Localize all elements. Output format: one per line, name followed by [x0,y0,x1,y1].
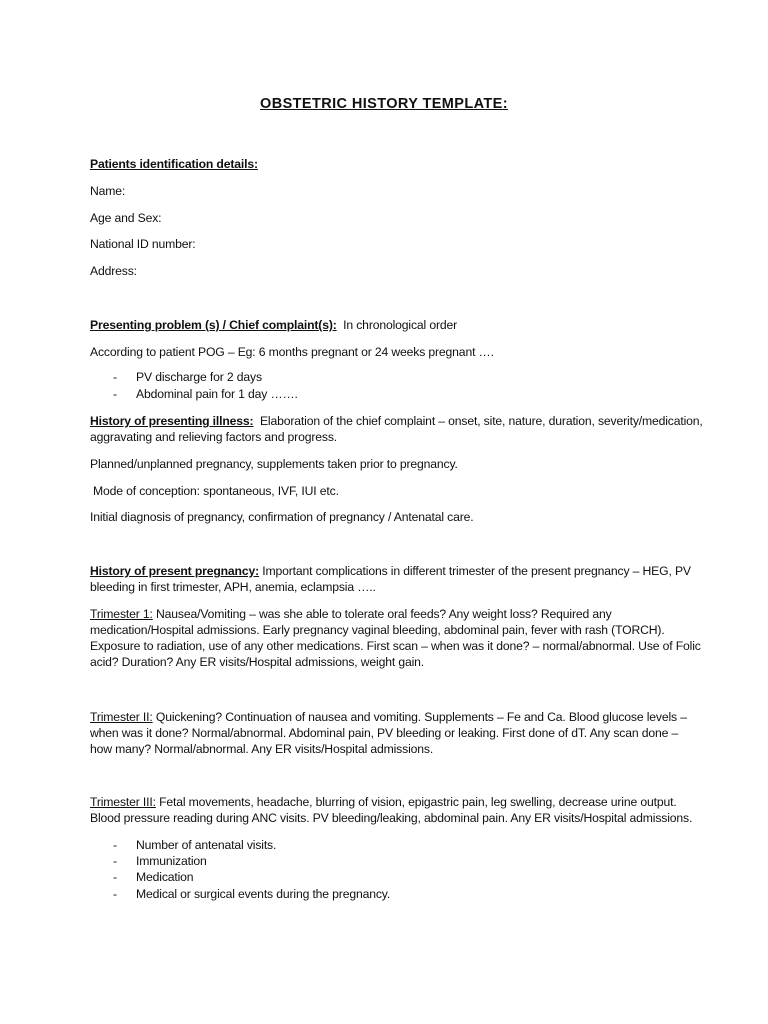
trimester3-text-1: Fetal movements, headache, blurring of vision, epigastric pain, leg swelling, decrease urine output. [159,795,677,809]
conception-line: Mode of conception: spontaneous, IVF, IUI etc. [93,484,339,498]
list-item: Medical or surgical events during the pregnancy. [136,887,391,901]
trimester1-text-2: medication/Hospital admissions. Early pregnancy vaginal bleeding, abdominal pain, fever with rash (TORCH). [90,623,665,637]
hpi-text-2: aggravating and relieving factors and progress. [90,430,338,444]
trimester2-text-1: Quickening? Continuation of nausea and vomiting. Supplements – Fe and Ca. Blood glucose levels – [155,710,687,724]
list-item: Abdominal pain for 1 day ……. [136,387,298,401]
diagnosis-line: Initial diagnosis of pregnancy, confirmation of pregnancy / Antenatal care. [90,510,474,524]
trimester2-text-3: how many? Normal/abnormal. Any ER visits/Hospital admissions. [90,742,434,756]
pregnancy-text-2: bleeding in first trimester, APH, anemia, eclampsia ….. [90,580,376,594]
trimester1-text-4: acid? Duration? Any ER visits/Hospital admissions, weight gain. [90,655,424,669]
bullet-dash: - [113,370,117,384]
bullet-dash: - [113,887,117,901]
trimester1-text-1: Nausea/Vomiting – was she able to tolerate oral feeds? Any weight loss? Required any [156,607,612,621]
field-age-sex: Age and Sex: [90,211,162,225]
field-name: Name: [90,184,126,198]
list-item: PV discharge for 2 days [136,370,262,384]
trimester3-line-1 [90,794,677,810]
trimester2-line-1 [90,709,687,725]
list-item: Immunization [136,854,207,868]
bullet-dash: - [113,854,117,868]
bullet-dash: - [113,387,117,401]
planned-line: Planned/unplanned pregnancy, supplements taken prior to pregnancy. [90,457,458,471]
trimester2-text-2: when was it done? Normal/abnormal. Abdominal pain, PV bleeding or leaking. First done of dT. Any scan done – [90,726,679,740]
hpi-heading: History of presenting illness: [90,414,254,428]
presenting-note: In chronological order [343,318,458,332]
hpi-line-1 [90,413,703,429]
trimester1-text-3: Exposure to radiation, use of any other medications. First scan – when was it done? – normal/abnormal. Use of Folic [90,639,701,653]
pog-line: According to patient POG – Eg: 6 months pregnant or 24 weeks pregnant …. [90,345,494,359]
presenting-heading: Presenting problem (s) / Chief complaint(s): [90,318,337,332]
trimester1-label: Trimester 1: [90,607,153,621]
pregnancy-heading: History of present pregnancy: [90,564,260,578]
field-national-id: National ID number: [90,237,196,251]
list-item: Number of antenatal visits. [136,838,277,852]
pregnancy-text-1: Important complications in different trimester of the present pregnancy – HEG, PV [262,564,691,578]
trimester3-label: Trimester III: [90,795,156,809]
trimester3-text-2: Blood pressure reading during ANC visits. PV bleeding/leaking, abdominal pain. Any ER visits/Hospital admissions. [90,811,693,825]
bullet-dash: - [113,870,117,884]
trimester2-label: Trimester II: [90,710,153,724]
field-address: Address: [90,264,137,278]
list-item: Medication [136,870,194,884]
pregnancy-line-1 [90,563,691,579]
hpi-text-1: Elaboration of the chief complaint – onset, site, nature, duration, severity/medication, [259,414,703,428]
page-title: OBSTETRIC HISTORY TEMPLATE: [260,96,508,112]
presenting-line [90,317,457,333]
trimester1-line-1 [90,606,612,622]
patient-id-heading: Patients identification details: [90,157,258,171]
bullet-dash: - [113,838,117,852]
